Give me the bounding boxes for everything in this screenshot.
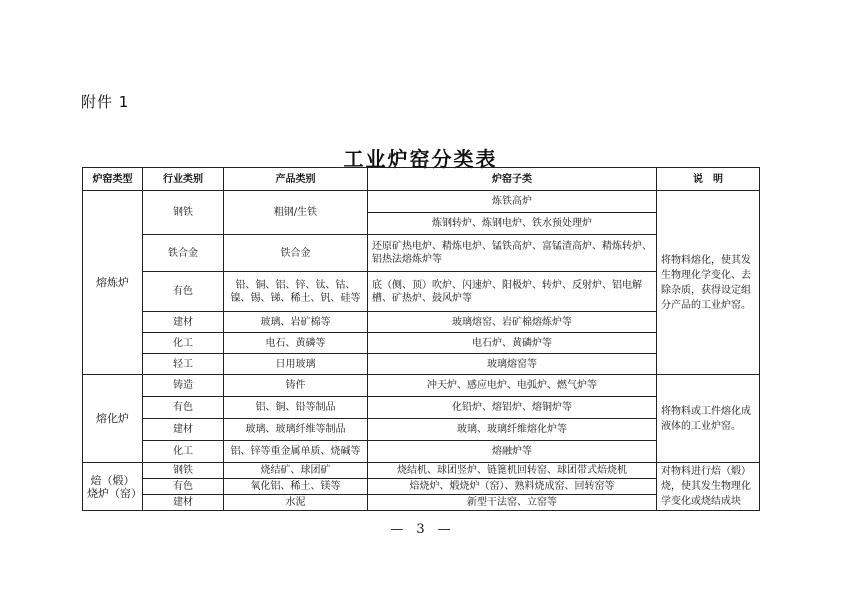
kiln-type-cell: 熔化炉 [83,375,143,463]
industry-cell: 化工 [143,333,224,354]
table-row [83,375,760,397]
product-cell: 铝、铜、铅等制品 [224,397,368,419]
table-title: 工业炉窑分类表 [343,147,498,171]
subtype-cell: 玻璃、玻璃纤维熔化炉等 [368,419,657,441]
header-industry: 行业类别 [143,168,224,191]
subtype-cell: 电石炉、黄磷炉等 [368,333,657,354]
product-cell: 电石、黄磷等 [224,333,368,354]
header-subtype: 炉窑子类 [368,168,657,191]
product-cell: 日用玻璃 [224,354,368,375]
product-cell: 粗钢/生铁 [224,191,368,235]
header-row [83,168,760,191]
header-kiln-type: 炉窑类型 [83,168,143,191]
industry-cell: 铸造 [143,375,224,397]
product-cell: 铁合金 [224,235,368,272]
industry-cell: 有色 [143,272,224,312]
product-cell: 烧结矿、球团矿 [224,463,368,479]
table-row [83,191,760,213]
product-cell: 玻璃、岩矿棉等 [224,312,368,333]
kiln-type-cell: 熔炼炉 [83,191,143,375]
product-cell: 铝、锌等重金属单质、烧碱等 [224,441,368,463]
product-cell: 玻璃、玻璃纤维等制品 [224,419,368,441]
subtype-cell: 还原矿热电炉、精炼电炉、锰铁高炉、富锰渣高炉、精炼转炉、铝热法熔炼炉等 [368,235,657,272]
industry-cell: 建材 [143,495,224,511]
subtype-cell: 玻璃熔窑、岩矿棉熔炼炉等 [368,312,657,333]
header-product: 产品类别 [224,168,368,191]
industry-cell: 有色 [143,479,224,495]
industry-cell: 钢铁 [143,191,224,235]
product-cell: 铸件 [224,375,368,397]
industry-cell: 化工 [143,441,224,463]
note-cell: 将物料熔化，使其发生物理化学变化、去除杂质，获得设定组分产品的工业炉窑。 [657,191,760,375]
industry-cell: 建材 [143,419,224,441]
subtype-cell: 炼铁高炉 [368,191,657,213]
industry-cell: 轻工 [143,354,224,375]
industry-cell: 建材 [143,312,224,333]
page-number: — 3 — [390,522,451,537]
subtype-cell: 焙烧炉、煅烧炉（窑）、熟料烧成窑、回转窑等 [368,479,657,495]
subtype-cell: 冲天炉、感应电炉、电弧炉、燃气炉等 [368,375,657,397]
note-cell: 对物料进行焙（煅）烧，使其发生物理化学变化或烧结成块 [657,463,760,511]
subtype-cell: 熔融炉等 [368,441,657,463]
table-row [83,463,760,479]
subtype-cell: 烧结机、球团竖炉、链篦机回转窑、球团带式焙烧机 [368,463,657,479]
subtype-cell: 玻璃熔窑等 [368,354,657,375]
product-cell: 铅、铜、铝、锌、钛、钴、镍、锡、锑、稀土、钒、硅等 [224,272,368,312]
subtype-cell: 炼钢转炉、炼钢电炉、铁水预处理炉 [368,213,657,235]
industry-cell: 有色 [143,397,224,419]
product-cell: 水泥 [224,495,368,511]
subtype-cell: 新型干法窑、立窑等 [368,495,657,511]
attachment-label: 附件 1 [81,93,130,111]
subtype-cell: 底（侧、顶）吹炉、闪速炉、阳极炉、转炉、反射炉、铝电解槽、矿热炉、鼓风炉等 [368,272,657,312]
product-cell: 氧化铝、稀土、镁等 [224,479,368,495]
header-note: 说 明 [657,168,760,191]
subtype-cell: 化铅炉、熔铝炉、熔铜炉等 [368,397,657,419]
kiln-classification-table [82,167,760,511]
industry-cell: 钢铁 [143,463,224,479]
industry-cell: 铁合金 [143,235,224,272]
kiln-type-cell: 焙（煅）烧炉（窑） [83,463,143,511]
note-cell: 将物料或工件熔化成液体的工业炉窑。 [657,375,760,463]
